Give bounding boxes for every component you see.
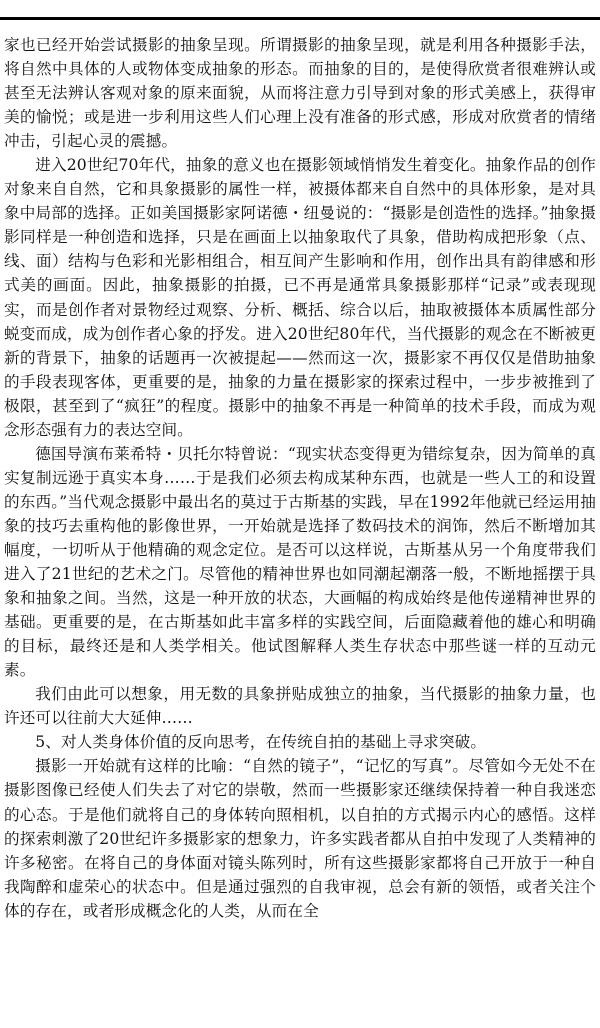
- section-heading-5: 5、对人类身体价值的反向思考，在传统自拍的基础上寻求突破。: [35, 733, 487, 752]
- paragraph-brecht-gursky: 德国导演布莱希特・贝托尔特曾说：“现实状态变得更为错综复杂，因为简单的真实复制远逊于真实本身……于是我们必须去构成某种东西，也就是一些人工的和设置的东西。”当代观念摄影中最出名的莫过于古斯基的实践，早在1992年他就已经运用抽象的技巧去重构他的影像世界，一开始就是选择了数码技术的润饰，然后不断增加其幅度，一切听从于他精确的观念定位。是否可以这样说，古斯基从另一个角度带我们进入了21世纪的艺术之门。尽管他的精神世界也如同潮起潮落一般，不断地摇摆于具象和抽象之间。当然，这是一种开放的状态，大画幅的构成始终是他传递精神世界的基础。更重要的是，在古斯基如此丰富多样的实践空间，后面隐藏着他的雄心和明确的目标，最终还是和人类学相关。他试图解释人类生存状态中那些谜一样的互动元素。: [4, 444, 596, 680]
- paragraph-self-portrait: 摄影一开始就有这样的比喻：“自然的镜子”，“记忆的写真”。尽管如今无处不在摄影图像已经使人们失去了对它的崇敬，然而一些摄影家还继续保持着一种自我迷恋的心态。于是他们就将自己的身体转向照相机，以自拍的方式揭示内心的感悟。这样的探索刺激了20世纪许多摄影家的想象力，许多实践者都从自拍中发现了人类精神的许多秘密。在将自己的身体面对镜头陈列时，所有这些摄影家都将自己开放于一种自我陶醉和虚荣心的状态中。但是通过强烈的自我审视，总会有新的领悟，或者关注个体的存在，或者形成概念化的人类，从而在全: [4, 757, 596, 920]
- paragraph-abstract-power: 我们由此可以想象，用无数的具象拼贴成独立的抽象，当代摄影的抽象力量，也许还可以往前大大延伸……: [4, 685, 596, 728]
- paragraph-continuation: 家也已经开始尝试摄影的抽象呈现。所谓摄影的抽象呈现，就是利用各种摄影手法，将自然中具体的人或物体变成抽象的形态。而抽象的目的，是使得欣赏者很难辨认或甚至无法辨认客观对象的原来面貌，从而将注意力引导到对象的形式美感上，获得审美的愉悦；或是进一步利用这些人们心理上没有准备的形式感，形成对欣赏者的情绪冲击，引起心灵的震撼。: [4, 36, 596, 151]
- paragraph-abstraction-1970s: 进入20世纪70年代，抽象的意义也在摄影领域悄悄发生着变化。抽象作品的创作对象来自自然，它和具象摄影的属性一样，被摄体都来自自然中的具体形象，是对具象中局部的选择。正如美国摄影家阿诺德・纽曼说的：“摄影是创造性的选择。”抽象摄影同样是一种创造和选择，只是在画面上以抽象取代了具象，借助构成把形象（点、线、面）结构与色彩和光影相组合，相互间产生影响和作用，创作出具有韵律感和形式美的画面。因此，抽象摄影的拍摄，已不再是通常具象摄影那样“记录”或表现现实，而是创作者对景物经过观察、分析、概括、综合以后，抽取被摄体本质属性部分蜕变而成，成为创作者心象的抒发。进入20世纪80年代，当代摄影的观念在不断被更新的背景下，抽象的话题再一次被提起——然而这一次，摄影家不再仅仅是借助抽象的手段表现客体，更重要的是，抽象的力量在摄影家的探索过程中，一步步被推到了极限，甚至到了“疯狂”的程度。摄影中的抽象不再是一种简单的技术手段，而成为观念形态强有力的表达空间。: [4, 156, 596, 439]
- page-body: [4, 33, 596, 923]
- header-rule: [0, 17, 600, 20]
